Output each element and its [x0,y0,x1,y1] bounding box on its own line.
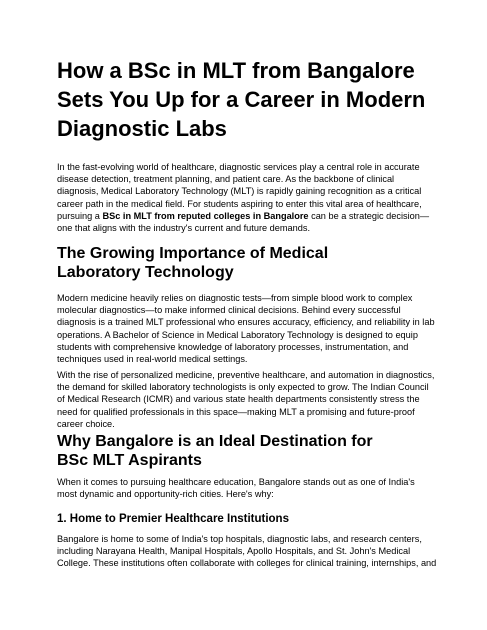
intro-bold-text: BSc in MLT from reputed colleges in Bangalore [102,210,309,221]
section1-paragraph-2: With the rise of personalized medicine, preventive healthcare, and automation in diagnostics, the demand for skilled laboratory technologists is only expected to grow. The Indian Council of Medical Research (ICMR) and various state health departments consistently stress the need for qualified professionals in this space—making MLT a promising and future-proof career choice. [57,370,435,429]
intro-paragraph [57,161,437,234]
section1-heading: The Growing Importance of Medical Laboratory Technology [57,245,329,281]
section1-paragraph-1: Modern medicine heavily relies on diagnostic tests—from simple blood work to complex molecular diagnostics—to make informed clinical decisions. Behind every successful diagnosis is a trained MLT professional who ensures accuracy, efficiency, and reliability in lab operations. A Bachelor of Science in Medical Laboratory Technology is designed to equip students with comprehensive knowledge of laboratory processes, instrumentation, and techniques used in real-world medical settings. [57,293,435,365]
intro-text-after: can be a strategic decision—one that aligns with the industry's current and future demands. [57,210,430,234]
section2-paragraph: When it comes to pursuing healthcare education, Bangalore stands out as one of India's most dynamic and opportunity-rich cities. Here's why: [57,477,415,500]
intro-text-before: In the fast-evolving world of healthcare, diagnostic services play a central role in accurate disease detection, treatment planning, and patient care. As the backbone of clinical diagnosis, Medical Laboratory Technology (MLT) is rapidly gaining recognition as a critical career path in the medical field. For students aspiring to enter this vital area of healthcare, pursuing a [57,162,422,221]
section2-heading: Why Bangalore is an Ideal Destination for BSc MLT Aspirants [57,433,373,469]
section2-subheading: 1. Home to Premier Healthcare Institutions [57,513,289,525]
page-title: How a BSc in MLT from Bangalore Sets You Up for a Career in Modern Diagnostic Labs [57,58,426,141]
section2-sub-paragraph: Bangalore is home to some of India's top hospitals, diagnostic labs, and research centers, including Narayana Health, Manipal Hospitals, Apollo Hospitals, and St. John's Medical College. These institutions often collaborate with colleges for clinical training, internships, and [57,534,437,569]
